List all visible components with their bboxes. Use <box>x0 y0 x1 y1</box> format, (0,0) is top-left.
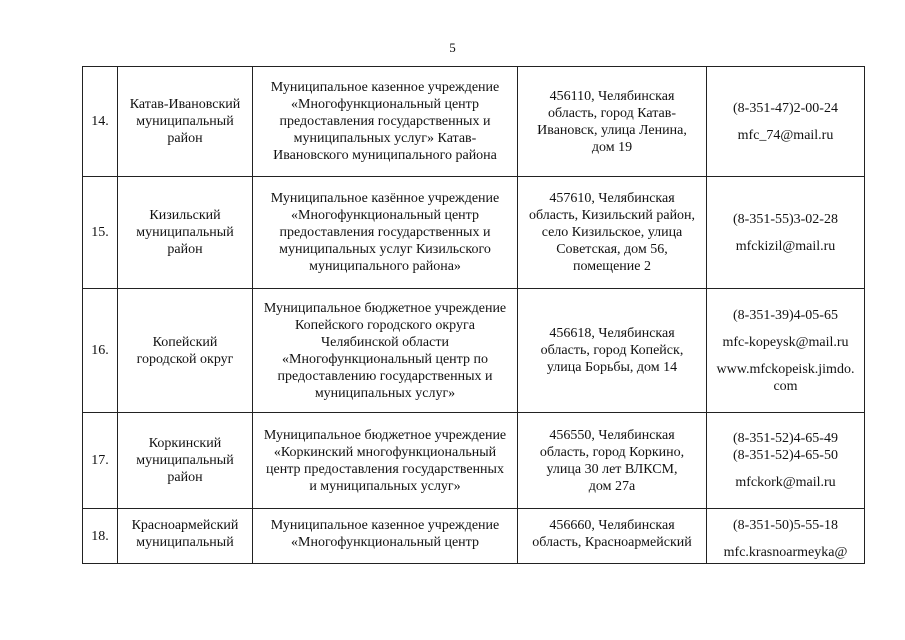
row-number: 16. <box>83 289 118 413</box>
org-line: Муниципальное бюджетное учреждение <box>263 300 507 316</box>
email: mfc.krasnoarmeyka@ <box>723 545 848 560</box>
org-line: и муниципальных услуг» <box>309 478 461 494</box>
email: mfc_74@mail.ru <box>737 127 834 143</box>
address-line: Советская, дом 56, <box>556 242 668 257</box>
address-line: дом 19 <box>591 139 633 155</box>
org-line: муниципальных услуг» Катав- <box>293 131 477 146</box>
org-line: «Многофункциональный центр <box>291 97 479 112</box>
district-line: муниципальный <box>136 535 234 550</box>
address-line: 457610, Челябинская <box>549 191 675 206</box>
org-line: «Многофункциональный центр <box>291 535 479 550</box>
row-number: 17. <box>83 413 118 509</box>
district-cell <box>118 413 253 509</box>
district-line: район <box>167 470 203 485</box>
address-line: Ивановск, улица Ленина, <box>537 122 687 138</box>
organization-cell <box>253 509 518 564</box>
mfc-table <box>82 66 865 564</box>
district-line: городской округ <box>136 351 234 367</box>
organization-cell <box>253 67 518 177</box>
district-line: Коркинский <box>148 436 222 451</box>
address-line: область, Красноармейский <box>532 535 692 550</box>
table-row <box>83 177 865 289</box>
page-number: 5 <box>449 40 456 55</box>
org-line: Челябинской области <box>321 334 449 350</box>
district-line: район <box>167 242 203 257</box>
contacts-cell <box>707 177 865 289</box>
address-cell <box>518 413 707 509</box>
row-number: 14. <box>83 67 118 177</box>
district-line: муниципальный <box>136 225 234 240</box>
phone: (8-351-39)4-05-65 <box>733 307 838 323</box>
phone: (8-351-47)2-00-24 <box>733 100 838 116</box>
email: mfc-kopeysk@mail.ru <box>722 334 849 350</box>
org-line: Муниципальное казённое учреждение <box>270 191 500 206</box>
address-line: 456618, Челябинская <box>549 326 675 341</box>
address-line: область, город Катав- <box>547 105 677 121</box>
district-line: муниципальный <box>136 114 234 129</box>
org-line: муниципальных услуг» <box>314 385 456 401</box>
address-line: 456660, Челябинская <box>549 518 675 533</box>
address-cell <box>518 67 707 177</box>
org-line: Муниципальное казенное учреждение <box>270 80 500 95</box>
org-line: предоставлению государственных и <box>277 368 493 384</box>
phone: (8-351-50)5-55-18 <box>733 518 838 533</box>
district-cell <box>118 509 253 564</box>
email: mfckork@mail.ru <box>735 475 836 490</box>
table-row <box>83 289 865 413</box>
phone: (8-351-55)3-02-28 <box>733 211 838 227</box>
district-cell <box>118 67 253 177</box>
address-cell <box>518 289 707 413</box>
org-line: Муниципальное бюджетное учреждение <box>263 427 507 443</box>
address-line: область, город Коркино, <box>539 444 685 460</box>
org-line: муниципального района» <box>309 259 461 274</box>
address-line: улица 30 лет ВЛКСМ, <box>546 461 678 477</box>
address-cell <box>518 177 707 289</box>
website: www.mfckopeisk.jimdo. <box>716 361 855 377</box>
table-row <box>83 413 865 509</box>
district-line: Кизильский <box>149 208 221 223</box>
district-line: район <box>167 131 203 146</box>
email: mfckizil@mail.ru <box>735 238 836 254</box>
org-line: Ивановского муниципального района <box>273 148 497 163</box>
district-cell <box>118 177 253 289</box>
district-cell <box>118 289 253 413</box>
phone: (8-351-52)4-65-49 <box>733 431 838 446</box>
address-line: дом 27а <box>588 478 636 494</box>
org-line: предоставления государственных и <box>279 225 491 240</box>
table-row <box>83 67 865 177</box>
org-line: муниципальных услуг Кизильского <box>279 242 491 257</box>
contacts-cell <box>707 413 865 509</box>
address-line: область, город Копейск, <box>540 343 684 358</box>
table-row <box>83 509 865 564</box>
address-line: область, Кизильский район, <box>528 208 696 223</box>
district-line: Красноармейский <box>131 518 239 533</box>
organization-cell <box>253 289 518 413</box>
org-line: Копейского городского округа <box>295 317 475 333</box>
row-number: 15. <box>83 177 118 289</box>
row-number: 18. <box>83 509 118 564</box>
district-line: муниципальный <box>136 453 234 468</box>
address-line: помещение 2 <box>573 259 651 274</box>
website: com <box>773 378 798 394</box>
org-line: «Коркинский многофункциональный <box>273 444 497 460</box>
address-line: село Кизильское, улица <box>541 225 683 240</box>
address-line: 456550, Челябинская <box>549 427 675 443</box>
phone: (8-351-52)4-65-50 <box>733 448 838 463</box>
contacts-cell <box>707 67 865 177</box>
district-line: Копейский <box>152 334 218 350</box>
org-line: «Многофункциональный центр по <box>282 351 488 367</box>
address-cell <box>518 509 707 564</box>
organization-cell <box>253 177 518 289</box>
org-line: центр предоставления государственных <box>266 461 504 477</box>
address-line: улица Борьбы, дом 14 <box>546 360 678 375</box>
address-line: 456110, Челябинская <box>549 88 675 104</box>
district-line: Катав-Ивановский <box>129 97 241 112</box>
org-line: «Многофункциональный центр <box>291 208 479 223</box>
org-line: Муниципальное казенное учреждение <box>270 518 500 533</box>
contacts-cell <box>707 509 865 564</box>
org-line: предоставления государственных и <box>279 114 491 129</box>
contacts-cell <box>707 289 865 413</box>
organization-cell <box>253 413 518 509</box>
